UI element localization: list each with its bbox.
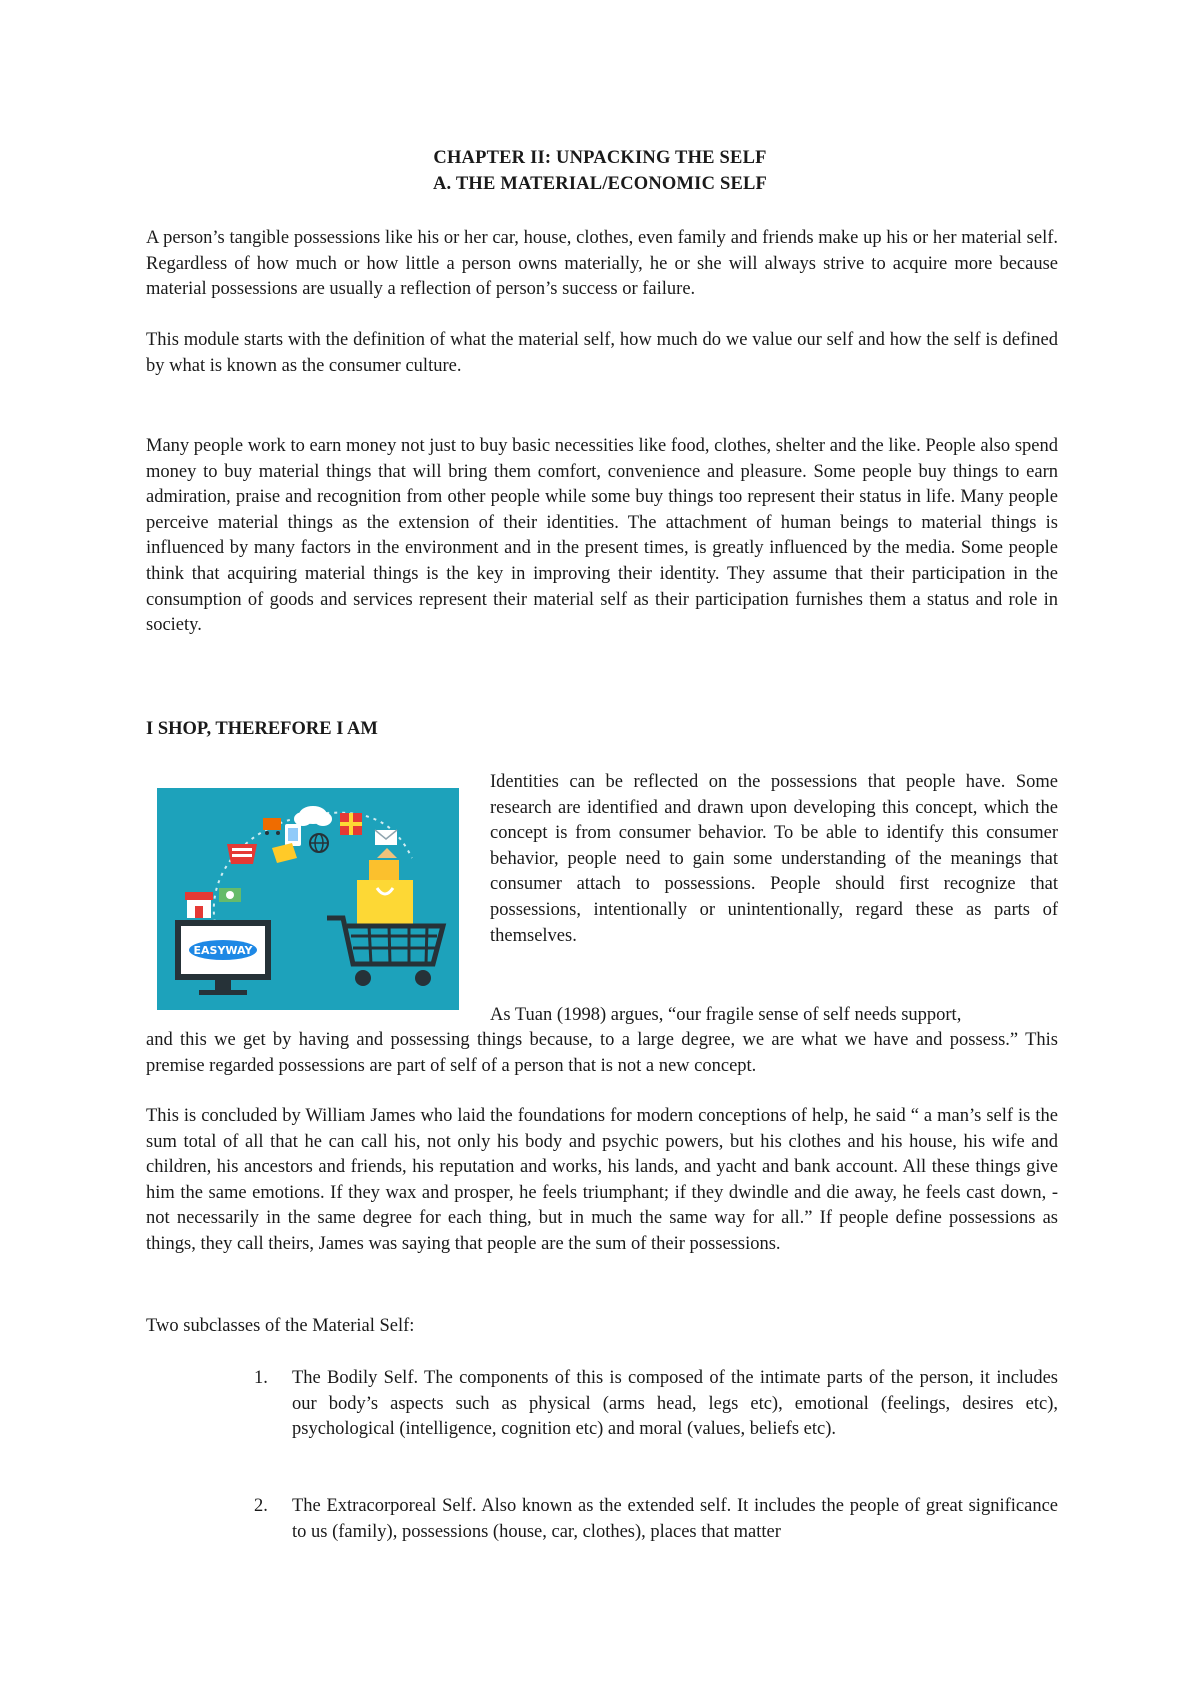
intro-paragraph: A person’s tangible possessions like his or her car, house, clothes, even family and friends make up his or her material self. Regardless of how much or how little a person owns materially, he or she will always strive to acquire more because material possessions are usually a reflection of person’s success or failure.	[146, 228, 1058, 300]
list-item-number: 2.	[254, 1496, 268, 1516]
james-paragraph: This is concluded by William James who laid the foundations for modern conceptions of help, he said “ a man’s self is the sum total of all that he can call his, not only his body and psychic powers, but his clothes and his house, his wife and children, his ancestors and friends, his reputation and works, his lands, and yacht and bank account. All these things give him the same emotions. If they wax and prosper, he feels triumphant; if they dwindle and die away, he feels cast down, - not necessarily in the same degree for each thing, but in much the same way for all.” If people define possessions as things, they call theirs, James was saying that people are the sum of their possessions.	[146, 1106, 1058, 1254]
list-item	[254, 1494, 1058, 1545]
work-paragraph: Many people work to earn money not just to buy basic necessities like food, clothes, shelter and the like. People also spend money to buy material things that will bring them comfort, convenience and pleasure. Some people buy things to earn admiration, praise and recognition from other people while some buy things too represent their status in life. Many people perceive material things as the extension of their identities. The attachment of human beings to material things is influenced by many factors in the environment and in the present times, is greatly influenced by the media. Some people think that acquiring material things is the key in improving their identity. They assume that their participation in the consumption of goods and services represent their material self as their participation furnishes them a status and role in society.	[146, 436, 1058, 636]
mail-icon	[375, 830, 397, 845]
tuan-paragraph-rest: and this we get by having and possessing things because, to a large degree, we are what we have and possess.” This premise regarded possessions are part of self of a person that is not a new concept.	[146, 1030, 1058, 1076]
tablet-icon	[285, 824, 301, 846]
tuan-first-line: As Tuan (1998) argues, “our fragile sense of self needs support,	[490, 1005, 962, 1025]
store-icon	[185, 892, 213, 918]
identities-paragraph: Identities can be reflected on the possessions that people have. Some research are identified and drawn upon developing this concept, which the concept is from consumer behavior. To be able to identify this consumer behavior, people need to gain some understanding of the meanings that consumer attach to possessions. People should first recognize that possessions, intentionally or unintentionally, regard these as parts of themselves.	[490, 772, 1058, 946]
list-item-text: The Extracorporeal Self. Also known as the extended self. It includes the people of great significance to us (family), possessions (house, car, clothes), places that matter	[292, 1496, 1058, 1542]
shopping-illustration	[157, 788, 459, 1010]
gift-icon	[340, 813, 362, 835]
basket-icon	[227, 844, 257, 864]
screen-logo-text: EASYWAY	[193, 944, 253, 957]
list-item-text: The Bodily Self. The components of this is composed of the intimate parts of the person, it includes our body’s aspects such as physical (arms head, legs etc), emotional (feelings, desires etc), psychological (intelligence, cognition etc) and moral (values, beliefs etc).	[292, 1368, 1058, 1440]
module-paragraph: This module starts with the definition of what the material self, how much do we value our self and how the self is defined by what is known as the consumer culture.	[146, 330, 1058, 376]
list-item	[254, 1366, 1058, 1443]
shop-heading: I SHOP, THEREFORE I AM	[146, 719, 378, 739]
list-item-number: 1.	[254, 1368, 268, 1388]
money-icon	[219, 888, 241, 902]
subclasses-intro: Two subclasses of the Material Self:	[146, 1316, 415, 1336]
section-title: A. THE MATERIAL/ECONOMIC SELF	[432, 174, 768, 194]
chapter-title: CHAPTER II: UNPACKING THE SELF	[433, 148, 767, 168]
